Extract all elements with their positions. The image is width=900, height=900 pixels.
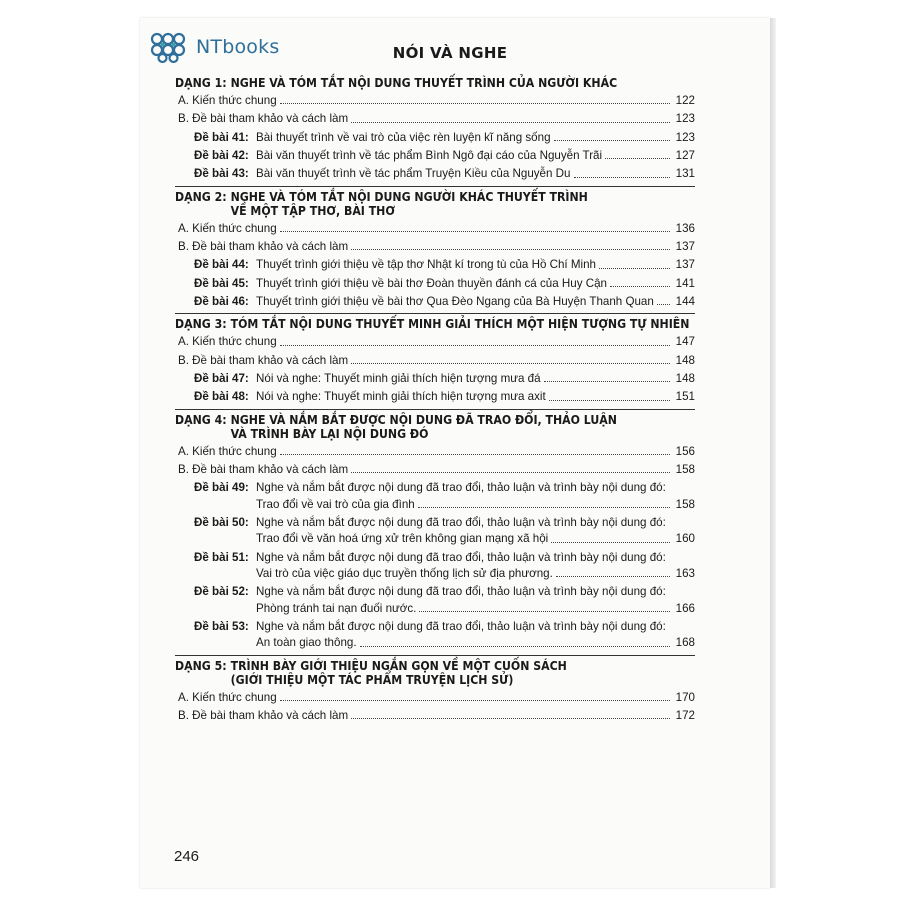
toc-exercise[interactable] <box>175 372 695 385</box>
exercise-last-line <box>256 149 695 162</box>
toc-section <box>175 313 695 403</box>
section-title: TRÌNH BÀY GIỚI THIỆU NGẮN GỌN VỀ MỘT CUỐN SÁCH (GIỚI THIỆU MỘT TÁC PHẨM TRUYỆN LỊCH SỬ) <box>230 658 567 687</box>
exercise-number: Đề bài 49: <box>194 481 249 495</box>
toc-entry[interactable] <box>178 335 695 348</box>
toc-exercise[interactable] <box>175 516 695 546</box>
exercise-body <box>256 481 695 511</box>
leader-dots <box>418 506 670 508</box>
exercise-text: Bài thuyết trình về vai trò của việc rèn luyện kĩ năng sống <box>256 130 551 144</box>
leader-dots <box>551 541 670 543</box>
leader-dots <box>351 471 670 473</box>
leader-dots <box>280 230 670 232</box>
exercise-page: 127 <box>675 149 695 163</box>
toc-entry-page: 170 <box>675 690 695 704</box>
exercise-last-line <box>256 167 695 180</box>
exercise-text: Nghe và nắm bắt được nội dung đã trao đổi, thảo luận và trình bày nội dung đó: <box>256 481 666 495</box>
exercise-number: Đề bài 53: <box>194 620 249 634</box>
exercise-last-line <box>256 390 695 403</box>
exercise-last-line <box>256 567 695 580</box>
toc-exercise[interactable] <box>175 167 695 180</box>
toc-section <box>175 409 695 650</box>
section-heading <box>175 413 695 441</box>
exercise-page: 160 <box>675 532 695 546</box>
exercise-body <box>256 390 695 403</box>
exercise-page: 123 <box>675 130 695 144</box>
exercise-page: 144 <box>675 295 695 309</box>
toc-entry-page: 123 <box>675 112 695 126</box>
section-number: DẠNG 1: <box>175 76 227 90</box>
toc-exercise[interactable] <box>175 131 695 144</box>
toc-entry-label: B. Đề bài tham khảo và cách làm <box>178 112 349 126</box>
exercise-last-line <box>256 258 695 271</box>
exercise-page: 131 <box>675 167 695 181</box>
toc-entry[interactable] <box>178 709 695 722</box>
exercise-body <box>256 551 695 581</box>
exercise-text: Trao đổi về văn hoá ứng xử trên không gian mạng xã hội <box>256 532 549 546</box>
exercise-number: Đề bài 42: <box>194 149 249 163</box>
exercise-text: Thuyết trình giới thiệu về bài thơ Qua Đèo Ngang của Bà Huyện Thanh Quan <box>256 295 654 309</box>
exercise-body <box>256 258 695 271</box>
exercise-text: Nói và nghe: Thuyết minh giải thích hiện tượng mưa axit <box>256 390 546 404</box>
exercise-body <box>256 516 695 546</box>
exercise-number: Đề bài 52: <box>194 585 249 599</box>
exercise-number: Đề bài 45: <box>194 276 249 290</box>
exercise-body <box>256 620 695 650</box>
logo-text: NTbooks <box>196 36 280 58</box>
section-title: NGHE VÀ TÓM TẮT NỘI DUNG THUYẾT TRÌNH CỦA NGƯỜI KHÁC <box>230 76 618 90</box>
toc-entry-label: A. Kiến thức chung <box>178 221 277 235</box>
leader-dots <box>280 453 670 455</box>
toc-entry-page: 122 <box>675 94 695 108</box>
toc-entry[interactable] <box>178 112 695 125</box>
toc-entry-label: B. Đề bài tham khảo và cách làm <box>178 709 349 723</box>
leader-dots <box>280 102 670 104</box>
section-title: NGHE VÀ TÓM TẮT NỘI DUNG NGƯỜI KHÁC THUYẾT TRÌNH VỀ MỘT TẬP THƠ, BÀI THƠ <box>230 189 588 218</box>
exercise-text: Vai trò của việc giáo dục truyền thống lịch sử địa phương. <box>256 567 553 581</box>
exercise-page: 141 <box>675 276 695 290</box>
toc-exercise[interactable] <box>175 620 695 650</box>
exercise-number: Đề bài 51: <box>194 550 249 564</box>
leader-dots <box>610 285 670 287</box>
section-heading <box>175 190 695 218</box>
leader-dots <box>554 139 670 141</box>
toc-exercise[interactable] <box>175 295 695 308</box>
section-number: DẠNG 3: <box>175 317 227 332</box>
exercise-text: Nói và nghe: Thuyết minh giải thích hiện tượng mưa đá <box>256 372 541 386</box>
section-title: NGHE VÀ NẮM BẮT ĐƯỢC NỘI DUNG ĐÃ TRAO ĐỔI, THẢO LUẬN VÀ TRÌNH BÀY LẠI NỘI DUNG ĐÓ <box>230 412 617 441</box>
exercise-text: Nghe và nắm bắt được nội dung đã trao đổi, thảo luận và trình bày nội dung đó: <box>256 585 666 599</box>
toc-entry[interactable] <box>178 354 695 367</box>
leader-dots <box>280 699 670 701</box>
page-number: 246 <box>174 848 200 865</box>
exercise-text: Phòng tránh tai nạn đuối nước. <box>256 601 417 615</box>
toc-section <box>175 186 695 309</box>
exercise-page: 163 <box>675 567 695 581</box>
toc-entry-page: 172 <box>675 709 695 723</box>
toc-section <box>175 76 695 181</box>
toc-entry[interactable] <box>178 463 695 476</box>
exercise-text: Bài văn thuyết trình về tác phẩm Truyện Kiều của Nguyễn Du <box>256 167 571 181</box>
exercise-last-line <box>256 636 695 649</box>
section-heading <box>175 76 695 90</box>
exercise-number: Đề bài 50: <box>194 516 249 530</box>
section-number: DẠNG 2: <box>175 189 227 204</box>
leader-dots <box>599 267 670 269</box>
toc-exercise[interactable] <box>175 481 695 511</box>
leader-dots <box>351 121 670 123</box>
leader-dots <box>351 248 670 250</box>
section-number: DẠNG 4: <box>175 412 227 427</box>
exercise-page: 158 <box>675 497 695 511</box>
section-title: TÓM TẮT NỘI DUNG THUYẾT MINH GIẢI THÍCH MỘT HIỆN TƯỢNG TỰ NHIÊN <box>230 317 690 332</box>
exercise-number: Đề bài 46: <box>194 295 249 309</box>
exercise-body <box>256 372 695 385</box>
exercise-page: 166 <box>675 601 695 615</box>
page-edge <box>770 18 776 888</box>
table-of-contents <box>175 76 695 727</box>
exercise-body <box>256 167 695 180</box>
exercise-text: Nghe và nắm bắt được nội dung đã trao đổi, thảo luận và trình bày nội dung đó: <box>256 516 666 530</box>
leader-dots <box>360 645 670 647</box>
leader-dots <box>605 157 670 159</box>
exercise-text: Bài văn thuyết trình về tác phẩm Bình Ngô đại cáo của Nguyễn Trãi <box>256 149 603 163</box>
toc-entry-label: A. Kiến thức chung <box>178 690 277 704</box>
page-title: NÓI VÀ NGHE <box>392 44 508 62</box>
exercise-text: Trao đổi về vai trò của gia đình <box>256 497 415 511</box>
exercise-number: Đề bài 43: <box>194 167 249 181</box>
leader-dots <box>556 575 670 577</box>
exercise-last-line <box>256 295 695 308</box>
toc-entry-label: A. Kiến thức chung <box>178 94 277 108</box>
exercise-text: Thuyết trình giới thiệu về tập thơ Nhật kí trong tù của Hồ Chí Minh <box>256 258 597 272</box>
exercise-body <box>256 295 695 308</box>
toc-entry-page: 136 <box>675 221 695 235</box>
toc-entry[interactable] <box>178 94 695 107</box>
section-number: DẠNG 5: <box>175 658 227 673</box>
toc-entry-label: B. Đề bài tham khảo và cách làm <box>178 353 349 367</box>
exercise-body <box>256 149 695 162</box>
toc-entry[interactable] <box>178 691 695 704</box>
exercise-page: 168 <box>675 636 695 650</box>
leader-dots <box>657 303 670 305</box>
toc-exercise[interactable] <box>175 551 695 581</box>
exercise-number: Đề bài 47: <box>194 372 249 386</box>
toc-entry-label: A. Kiến thức chung <box>178 335 277 349</box>
toc-entry-page: 137 <box>675 240 695 254</box>
toc-entry-page: 148 <box>675 353 695 367</box>
section-heading <box>175 659 695 687</box>
exercise-last-line <box>256 131 695 144</box>
toc-exercise[interactable] <box>175 390 695 403</box>
toc-entry[interactable] <box>178 222 695 235</box>
exercise-text: Nghe và nắm bắt được nội dung đã trao đổi, thảo luận và trình bày nội dung đó: <box>256 620 666 634</box>
toc-entry-page: 156 <box>675 444 695 458</box>
toc-entry[interactable] <box>178 240 695 253</box>
toc-entry-label: A. Kiến thức chung <box>178 444 277 458</box>
toc-entry-label: B. Đề bài tham khảo và cách làm <box>178 240 349 254</box>
toc-section <box>175 655 695 723</box>
leader-dots <box>351 717 670 719</box>
exercise-page: 137 <box>675 258 695 272</box>
leader-dots <box>549 399 670 401</box>
leader-dots <box>419 610 670 612</box>
toc-exercise[interactable] <box>175 585 695 615</box>
exercise-text: Thuyết trình giới thiệu về bài thơ Đoàn thuyền đánh cá của Huy Cận <box>256 276 607 290</box>
toc-entry-page: 158 <box>675 463 695 477</box>
toc-exercise[interactable] <box>175 149 695 162</box>
exercise-page: 148 <box>675 372 695 386</box>
toc-exercise[interactable] <box>175 258 695 271</box>
exercise-text: Nghe và nắm bắt được nội dung đã trao đổi, thảo luận và trình bày nội dung đó: <box>256 550 666 564</box>
leader-dots <box>544 380 670 382</box>
exercise-page: 151 <box>675 390 695 404</box>
leader-dots <box>351 362 670 364</box>
leader-dots <box>280 344 670 346</box>
exercise-number: Đề bài 48: <box>194 390 249 404</box>
toc-entry[interactable] <box>178 445 695 458</box>
exercise-last-line <box>256 602 695 615</box>
exercise-body <box>256 277 695 290</box>
exercise-body <box>256 585 695 615</box>
toc-entry-label: B. Đề bài tham khảo và cách làm <box>178 463 349 477</box>
leader-dots <box>574 176 671 178</box>
exercise-number: Đề bài 41: <box>194 130 249 144</box>
toc-entry-page: 147 <box>675 335 695 349</box>
section-heading <box>175 317 695 331</box>
exercise-last-line <box>256 498 695 511</box>
exercise-last-line <box>256 532 695 545</box>
exercise-number: Đề bài 44: <box>194 258 249 272</box>
exercise-last-line <box>256 372 695 385</box>
exercise-text: An toàn giao thông. <box>256 636 357 650</box>
toc-exercise[interactable] <box>175 277 695 290</box>
exercise-last-line <box>256 277 695 290</box>
exercise-body <box>256 131 695 144</box>
